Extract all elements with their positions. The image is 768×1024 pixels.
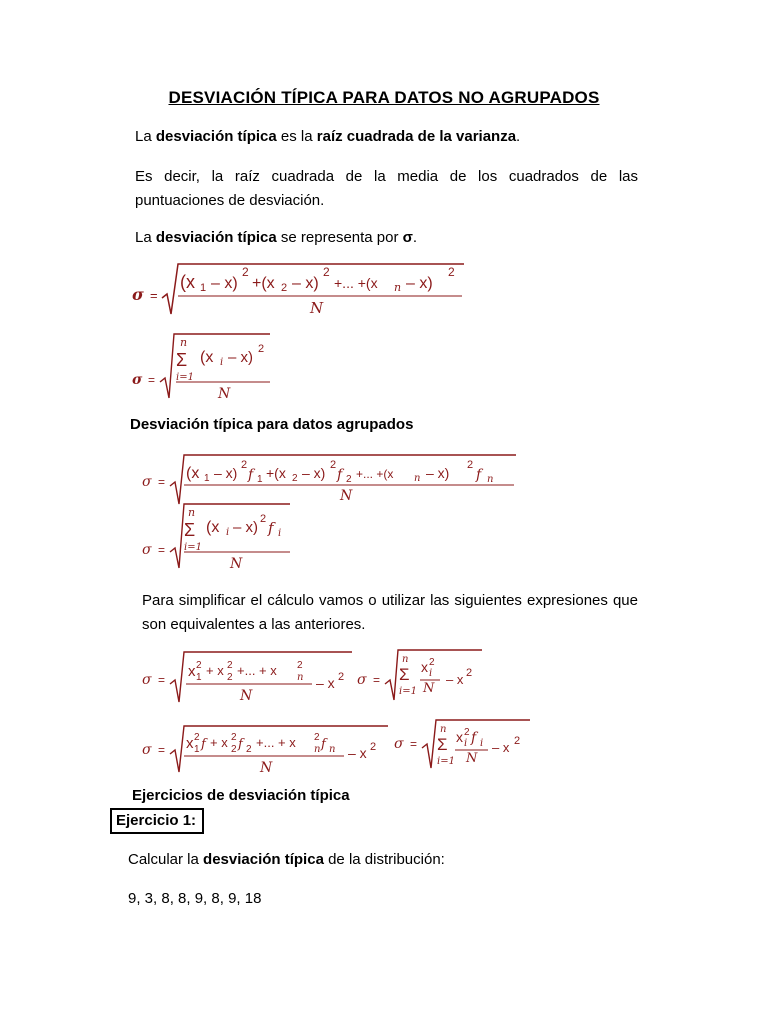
svg-text:2: 2 [314, 732, 320, 743]
svg-text:– x): – x) [214, 465, 238, 481]
svg-text:N: N [423, 681, 435, 696]
svg-text:2: 2 [448, 265, 455, 279]
sigma-symbol: σ [402, 229, 413, 246]
svg-text:N: N [240, 688, 253, 704]
svg-text:n: n [402, 654, 409, 665]
svg-text:N: N [230, 556, 243, 572]
svg-text:x: x [421, 659, 428, 675]
svg-text:2: 2 [346, 474, 352, 485]
svg-text:2: 2 [464, 727, 470, 738]
svg-text:– x: – x [316, 675, 335, 691]
exercise-label: Ejercicio 1: [110, 808, 204, 834]
formula-grouped-sum [140, 502, 300, 572]
svg-text:2: 2 [370, 741, 377, 753]
svg-text:n: n [314, 744, 321, 755]
svg-text:2: 2 [260, 513, 267, 525]
formula-ungrouped-sum [130, 332, 280, 402]
svg-text:– x: – x [492, 740, 510, 755]
svg-text:n: n [329, 744, 336, 755]
svg-text:σ: σ [142, 542, 152, 558]
svg-text:N: N [260, 760, 273, 776]
svg-text:Σ: Σ [437, 735, 448, 754]
svg-text:2: 2 [241, 459, 248, 471]
svg-text:n: n [188, 506, 196, 519]
svg-text:n: n [297, 672, 304, 683]
page-title: DESVIACIÓN TÍPICA PARA DATOS NO AGRUPADOS [168, 88, 600, 107]
svg-text:f: f [471, 730, 477, 746]
svg-text:2: 2 [231, 732, 237, 743]
svg-text:σ: σ [394, 736, 404, 752]
svg-text:i=1: i=1 [184, 542, 202, 553]
svg-text:σ: σ [142, 672, 152, 688]
section-heading-grouped: Desviación típica para datos agrupados [130, 416, 414, 433]
svg-text:– x): – x) [406, 275, 433, 292]
formula-simplified-ungrouped [140, 648, 490, 706]
svg-text:i=1: i=1 [437, 756, 455, 767]
text: es la [276, 128, 317, 145]
svg-text:x: x [456, 729, 463, 745]
svg-text:n: n [394, 281, 402, 294]
text: de la distribución: [323, 851, 445, 868]
svg-text:x: x [186, 735, 194, 752]
svg-text:i: i [220, 357, 224, 368]
svg-text:– x): – x) [211, 275, 238, 292]
svg-text:– x): – x) [426, 465, 450, 481]
svg-text:2: 2 [231, 744, 237, 755]
svg-text:1: 1 [200, 282, 207, 294]
bold-term: desviación típica [155, 128, 277, 145]
formula-simplified-grouped [140, 718, 540, 776]
svg-text:i: i [226, 527, 230, 538]
svg-text:+ x: + x [206, 663, 224, 678]
symbol-paragraph [135, 226, 417, 250]
svg-text:1: 1 [194, 744, 200, 755]
svg-text:2: 2 [466, 667, 473, 679]
svg-text:2: 2 [194, 732, 200, 743]
svg-text:– x: – x [446, 672, 464, 687]
section-heading-exercises: Ejercicios de desviación típica [132, 787, 350, 804]
formula-ungrouped-expanded [130, 258, 470, 318]
svg-text:2: 2 [258, 343, 265, 355]
svg-text:=: = [158, 743, 166, 757]
bold-term: desviación típica [203, 851, 324, 868]
svg-text:+ x: + x [210, 735, 228, 750]
svg-text:+(x: +(x [266, 465, 286, 481]
exercise-statement [128, 848, 445, 872]
svg-text:f: f [248, 467, 254, 483]
svg-text:=: = [158, 543, 166, 557]
svg-text:Σ: Σ [399, 665, 410, 684]
svg-text:Σ: Σ [184, 520, 196, 540]
svg-text:(x: (x [200, 349, 214, 366]
svg-text:+... + x: +... + x [237, 663, 277, 678]
svg-text:2: 2 [467, 459, 474, 471]
svg-text:2: 2 [227, 672, 233, 683]
data-values: 9, 3, 8, 8, 9, 8, 9, 18 [128, 890, 262, 907]
svg-text:N: N [218, 386, 231, 402]
svg-text:1: 1 [204, 473, 210, 484]
svg-text:σ: σ [132, 372, 143, 388]
svg-text:2: 2 [323, 265, 330, 279]
text: . [516, 128, 521, 145]
svg-text:2: 2 [292, 473, 298, 484]
svg-text:2: 2 [227, 660, 233, 671]
svg-text:i=1: i=1 [176, 372, 194, 383]
svg-text:2: 2 [281, 282, 288, 294]
svg-text:σ: σ [142, 742, 152, 758]
svg-text:f: f [321, 737, 326, 752]
explanation-paragraph: Es decir, la raíz cuadrada de la media de los cuadrados de las puntuaciones de desviación. [135, 168, 638, 209]
svg-text:=: = [373, 673, 381, 687]
svg-text:+(x: +(x [252, 275, 275, 292]
text: La [135, 229, 156, 246]
svg-text:– x: – x [348, 745, 367, 761]
svg-text:2: 2 [429, 657, 435, 668]
svg-text:n: n [487, 474, 494, 485]
svg-text:σ: σ [132, 285, 144, 304]
svg-text:i: i [278, 528, 282, 539]
svg-text:Σ: Σ [176, 350, 188, 370]
svg-text:2: 2 [338, 671, 345, 683]
svg-text:+... + x: +... + x [256, 735, 296, 750]
svg-text:2: 2 [196, 660, 202, 671]
svg-text:N: N [310, 299, 324, 317]
svg-text:f: f [337, 467, 343, 483]
svg-text:(x: (x [180, 272, 195, 292]
svg-text:+... +(x: +... +(x [334, 275, 378, 291]
svg-text:=: = [150, 288, 158, 303]
text: La [135, 128, 156, 145]
text: Calcular la [128, 851, 204, 868]
svg-text:i: i [464, 738, 468, 749]
svg-text:1: 1 [196, 672, 202, 683]
svg-text:f: f [238, 737, 243, 752]
svg-text:1: 1 [257, 474, 263, 485]
svg-text:– x): – x) [228, 349, 254, 366]
svg-text:2: 2 [246, 744, 252, 755]
svg-text:i: i [429, 668, 433, 679]
bold-term: desviación típica [155, 229, 277, 246]
svg-text:2: 2 [330, 459, 337, 471]
definition-paragraph [135, 125, 520, 149]
simplify-paragraph: Para simplificar el cálculo vamos o utilizar las siguientes expresiones que son equivalentes a las anteriores. [142, 592, 638, 633]
svg-text:n: n [440, 724, 447, 735]
svg-text:x: x [188, 663, 196, 680]
svg-text:(x: (x [186, 465, 200, 482]
svg-text:– x): – x) [233, 519, 259, 536]
svg-text:N: N [466, 751, 478, 766]
svg-text:(x: (x [206, 519, 220, 536]
svg-text:=: = [158, 673, 166, 687]
text: se representa por [276, 229, 403, 246]
bold-term: raíz cuadrada de la varianza [316, 128, 517, 145]
svg-text:– x): – x) [302, 465, 326, 481]
svg-text:n: n [180, 336, 188, 349]
svg-text:+... +(x: +... +(x [356, 467, 394, 481]
svg-text:i=1: i=1 [399, 686, 417, 697]
svg-text:N: N [340, 488, 353, 504]
svg-text:2: 2 [297, 660, 303, 671]
svg-text:f: f [268, 519, 274, 537]
svg-text:n: n [414, 473, 421, 484]
svg-text:2: 2 [514, 735, 521, 747]
svg-text:i: i [480, 738, 484, 749]
text: . [412, 229, 418, 246]
svg-text:f: f [201, 737, 206, 752]
svg-text:– x): – x) [292, 275, 319, 292]
svg-text:f: f [476, 467, 482, 483]
svg-text:=: = [158, 475, 166, 489]
svg-text:2: 2 [242, 265, 249, 279]
svg-text:σ: σ [142, 474, 152, 490]
svg-text:=: = [148, 373, 156, 387]
svg-text:σ: σ [357, 672, 367, 688]
svg-text:=: = [410, 737, 418, 751]
